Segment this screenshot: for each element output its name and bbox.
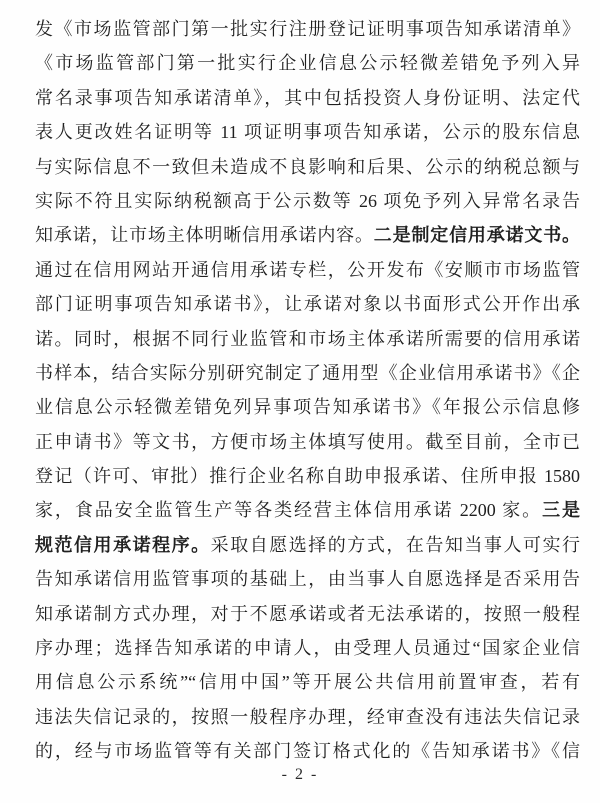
- emphasis-text: 规范信用承诺程序。: [35, 534, 211, 555]
- text-line: [35, 115, 580, 149]
- text-line: [35, 390, 580, 424]
- body-text: 登记（许可、审批）推行企业名称自助申报承诺、住所申报 1580: [35, 466, 580, 487]
- body-text: 与实际信息不一致但未造成不良影响和后果、公示的纳税总额与: [35, 156, 580, 177]
- text-line: [35, 46, 580, 80]
- text-line: [35, 459, 580, 493]
- body-text: 通过在信用网站开通信用承诺专栏，公开发布《安顺市市场监管: [35, 259, 580, 280]
- body-text: 用信息公示系统”“信用中国”等开展公共信用前置审查，若有: [35, 672, 580, 693]
- body-text: 知承诺制方式办理，对于不愿承诺或者无法承诺的，按照一般程: [35, 603, 580, 624]
- text-line: [35, 528, 580, 562]
- body-text: 实际不符且实际纳税额高于公示数等 26 项免予列入异常名录告: [35, 190, 580, 211]
- text-line: [35, 597, 580, 631]
- text-line: [35, 700, 580, 734]
- text-line: [35, 150, 580, 184]
- body-text: 书样本，结合实际分别研究制定了通用型《企业信用承诺书》《企: [35, 362, 580, 383]
- body-text: 采取自愿选择的方式，在告知当事人可实行: [210, 534, 580, 555]
- text-line: [35, 734, 580, 768]
- text-line: [35, 287, 580, 321]
- text-line: [35, 184, 580, 218]
- document-body: [35, 12, 580, 769]
- text-line: [35, 81, 580, 115]
- body-text: 诺。同时，根据不同行业监管和市场主体承诺所需要的信用承诺: [35, 328, 580, 349]
- text-line: [35, 493, 580, 527]
- text-line: [35, 322, 580, 356]
- body-text: 知承诺，让市场主体明晰信用承诺内容。: [35, 225, 374, 246]
- emphasis-text: 三是: [542, 500, 580, 521]
- text-line: [35, 425, 580, 459]
- body-text: 正申请书》等文书，方便市场主体填写使用。截至目前，全市已: [35, 431, 580, 452]
- emphasis-text: 二是制定信用承诺文书。: [373, 225, 580, 246]
- page-number: - 2 -: [281, 766, 319, 783]
- body-text: 部门证明事项告知承诺书》，让承诺对象以书面形式公开作出承: [35, 294, 580, 315]
- body-text: 《市场监管部门第一批实行企业信息公示轻微差错免予列入异: [35, 53, 580, 74]
- text-line: [35, 356, 580, 390]
- body-text: 告知承诺信用监管事项的基础上，由当事人自愿选择是否采用告: [35, 569, 580, 590]
- text-line: [35, 665, 580, 699]
- body-text: 发《市场监管部门第一批实行注册登记证明事项告知承诺清单》: [35, 19, 580, 39]
- text-line: [35, 218, 580, 252]
- body-text: 序办理；选择告知承诺的申请人，由受理人员通过“国家企业信: [35, 638, 580, 659]
- text-line: [35, 12, 580, 46]
- body-text: 的，经与市场监管等有关部门签订格式化的《告知承诺书》《信: [35, 741, 580, 762]
- body-text: 业信息公示轻微差错免列异事项告知承诺书》《年报公示信息修: [35, 397, 580, 418]
- body-text: 常名录事项告知承诺清单》，其中包括投资人身份证明、法定代: [35, 87, 580, 108]
- text-line: [35, 253, 580, 287]
- text-line: [35, 631, 580, 665]
- body-text: 家，食品安全监管生产等各类经营主体信用承诺 2200 家。: [35, 500, 543, 521]
- text-line: [35, 562, 580, 596]
- body-text: 违法失信记录的，按照一般程序办理，经审查没有违法失信记录: [35, 706, 580, 727]
- body-text: 表人更改姓名证明等 11 项证明事项告知承诺，公示的股东信息: [35, 122, 580, 143]
